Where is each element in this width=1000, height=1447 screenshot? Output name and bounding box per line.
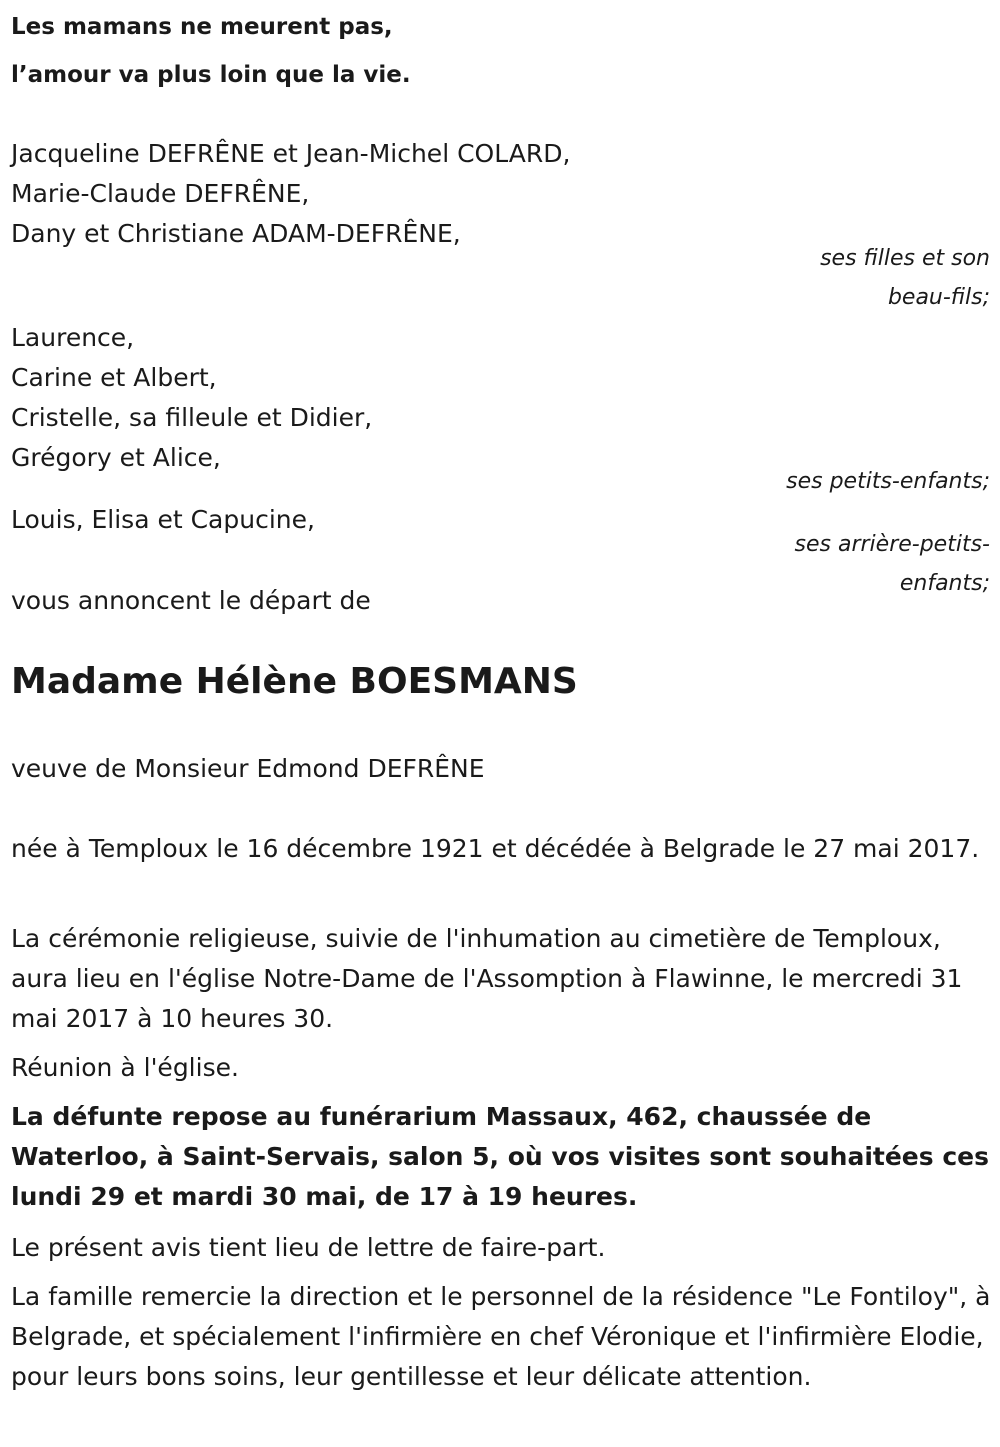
- children-name-2: Marie-Claude DEFRÊNE,: [11, 179, 310, 208]
- grandchild-name-4: Grégory et Alice,: [11, 443, 221, 472]
- widow-of-text: veuve de Monsieur Edmond DEFRÊNE: [11, 754, 485, 783]
- children-name-3: Dany et Christiane ADAM-DEFRÊNE,: [11, 219, 461, 248]
- meeting-paragraph: Réunion à l'église.: [11, 1053, 239, 1082]
- grandchildren-relation: ses petits-enfants;: [786, 469, 990, 494]
- children-relation-line-1: ses filles et son: [820, 246, 990, 271]
- children-name-1: Jacqueline DEFRÊNE et Jean-Michel COLARD,: [11, 139, 571, 168]
- great-grandchildren-relation-line-1: ses arrière-petits-: [794, 532, 990, 557]
- deceased-name: Madame Hélène BOESMANS: [11, 661, 578, 702]
- grandchild-name-3: Cristelle, sa filleule et Didier,: [11, 403, 373, 432]
- thanks-paragraph: La famille remercie la direction et le personnel de la résidence "Le Fontiloy", à Belgrade, et spécialement l'infirmière en chef Véronique et l'infirmière Elodie, pour leurs bons soins, leur gentillesse et leur délicate attention.: [11, 1282, 991, 1391]
- great-grandchild-names: Louis, Elisa et Capucine,: [11, 505, 315, 534]
- ceremony-paragraph: La cérémonie religieuse, suivie de l'inhumation au cimetière de Temploux, aura lieu en l'église Notre-Dame de l'Assomption à Flawinne, le mercredi 31 mai 2017 à 10 heures 30.: [11, 924, 963, 1033]
- epitaph-line-1: Les mamans ne meurent pas,: [11, 14, 393, 40]
- announcement-text: vous annoncent le départ de: [11, 586, 371, 615]
- birth-death-paragraph: née à Temploux le 16 décembre 1921 et décédée à Belgrade le 27 mai 2017.: [11, 834, 980, 863]
- children-relation-line-2: beau-fils;: [887, 285, 990, 310]
- epitaph-line-2: l’amour va plus loin que la vie.: [11, 62, 411, 88]
- grandchild-name-1: Laurence,: [11, 323, 135, 352]
- visits-paragraph: La défunte repose au funérarium Massaux, 462, chaussée de Waterloo, à Saint-Servais, salon 5, où vos visites sont souhaitées ces lundi 29 et mardi 30 mai, de 17 à 19 heures.: [11, 1102, 989, 1211]
- notice-paragraph: Le présent avis tient lieu de lettre de faire-part.: [11, 1233, 606, 1262]
- great-grandchildren-relation-line-2: enfants;: [899, 571, 990, 596]
- grandchild-name-2: Carine et Albert,: [11, 363, 217, 392]
